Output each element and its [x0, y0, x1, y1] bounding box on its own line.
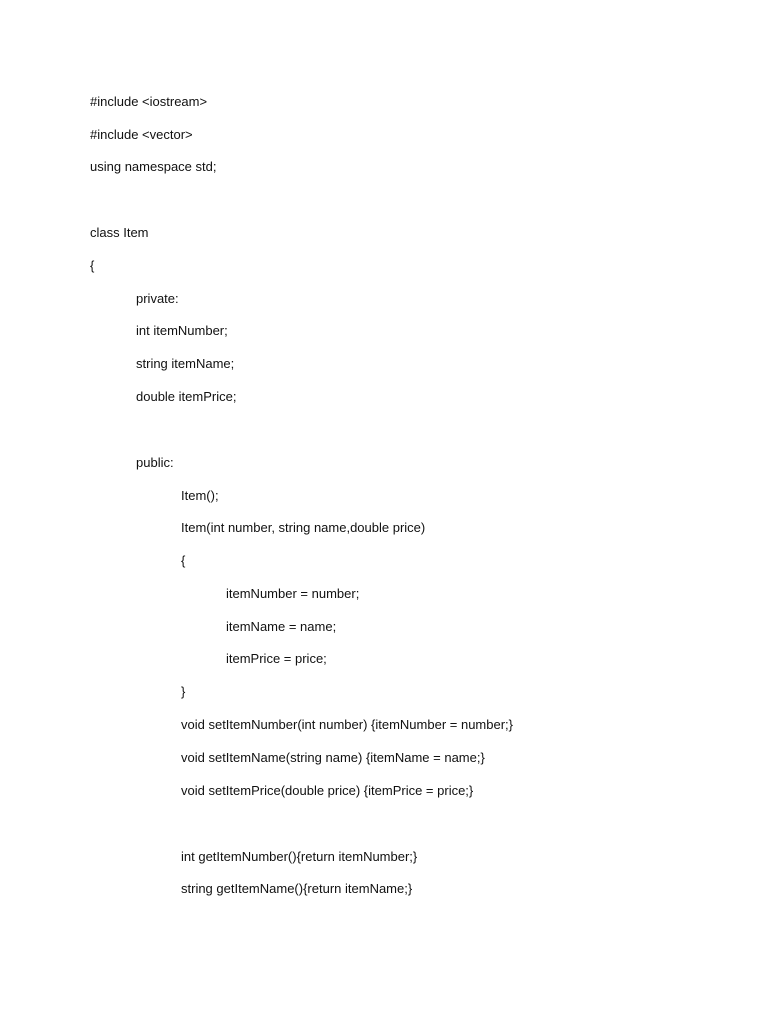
code-line-constructor-close-brace: } — [181, 684, 186, 699]
code-line-private-label: private: — [136, 291, 179, 306]
code-line-constructor-open-brace: { — [181, 553, 186, 568]
code-line-using-namespace: using namespace std; — [90, 159, 217, 174]
code-line-default-constructor: Item(); — [181, 488, 219, 503]
code-line-set-item-price: void setItemPrice(double price) {itemPrice = price;} — [181, 783, 474, 798]
code-line-item-price-field: double itemPrice; — [136, 389, 237, 404]
code-line-set-item-number: void setItemNumber(int number) {itemNumber = number;} — [181, 717, 513, 732]
code-line-param-constructor: Item(int number, string name,double price) — [181, 520, 426, 535]
code-line-assign-name: itemName = name; — [226, 619, 337, 634]
code-line-class-open-brace: { — [90, 258, 95, 273]
code-line-item-number-field: int itemNumber; — [136, 323, 228, 338]
code-line-assign-price: itemPrice = price; — [226, 651, 327, 666]
code-line-get-item-number: int getItemNumber(){return itemNumber;} — [181, 849, 418, 864]
code-line-include-iostream: #include <iostream> — [90, 94, 208, 109]
code-line-set-item-name: void setItemName(string name) {itemName = name;} — [181, 750, 485, 765]
code-line-class-declaration: class Item — [90, 225, 149, 240]
code-line-item-name-field: string itemName; — [136, 356, 235, 371]
code-line-include-vector: #include <vector> — [90, 127, 193, 142]
code-line-assign-number: itemNumber = number; — [226, 586, 360, 601]
code-line-get-item-name: string getItemName(){return itemName;} — [181, 881, 413, 896]
code-line-public-label: public: — [136, 455, 174, 470]
